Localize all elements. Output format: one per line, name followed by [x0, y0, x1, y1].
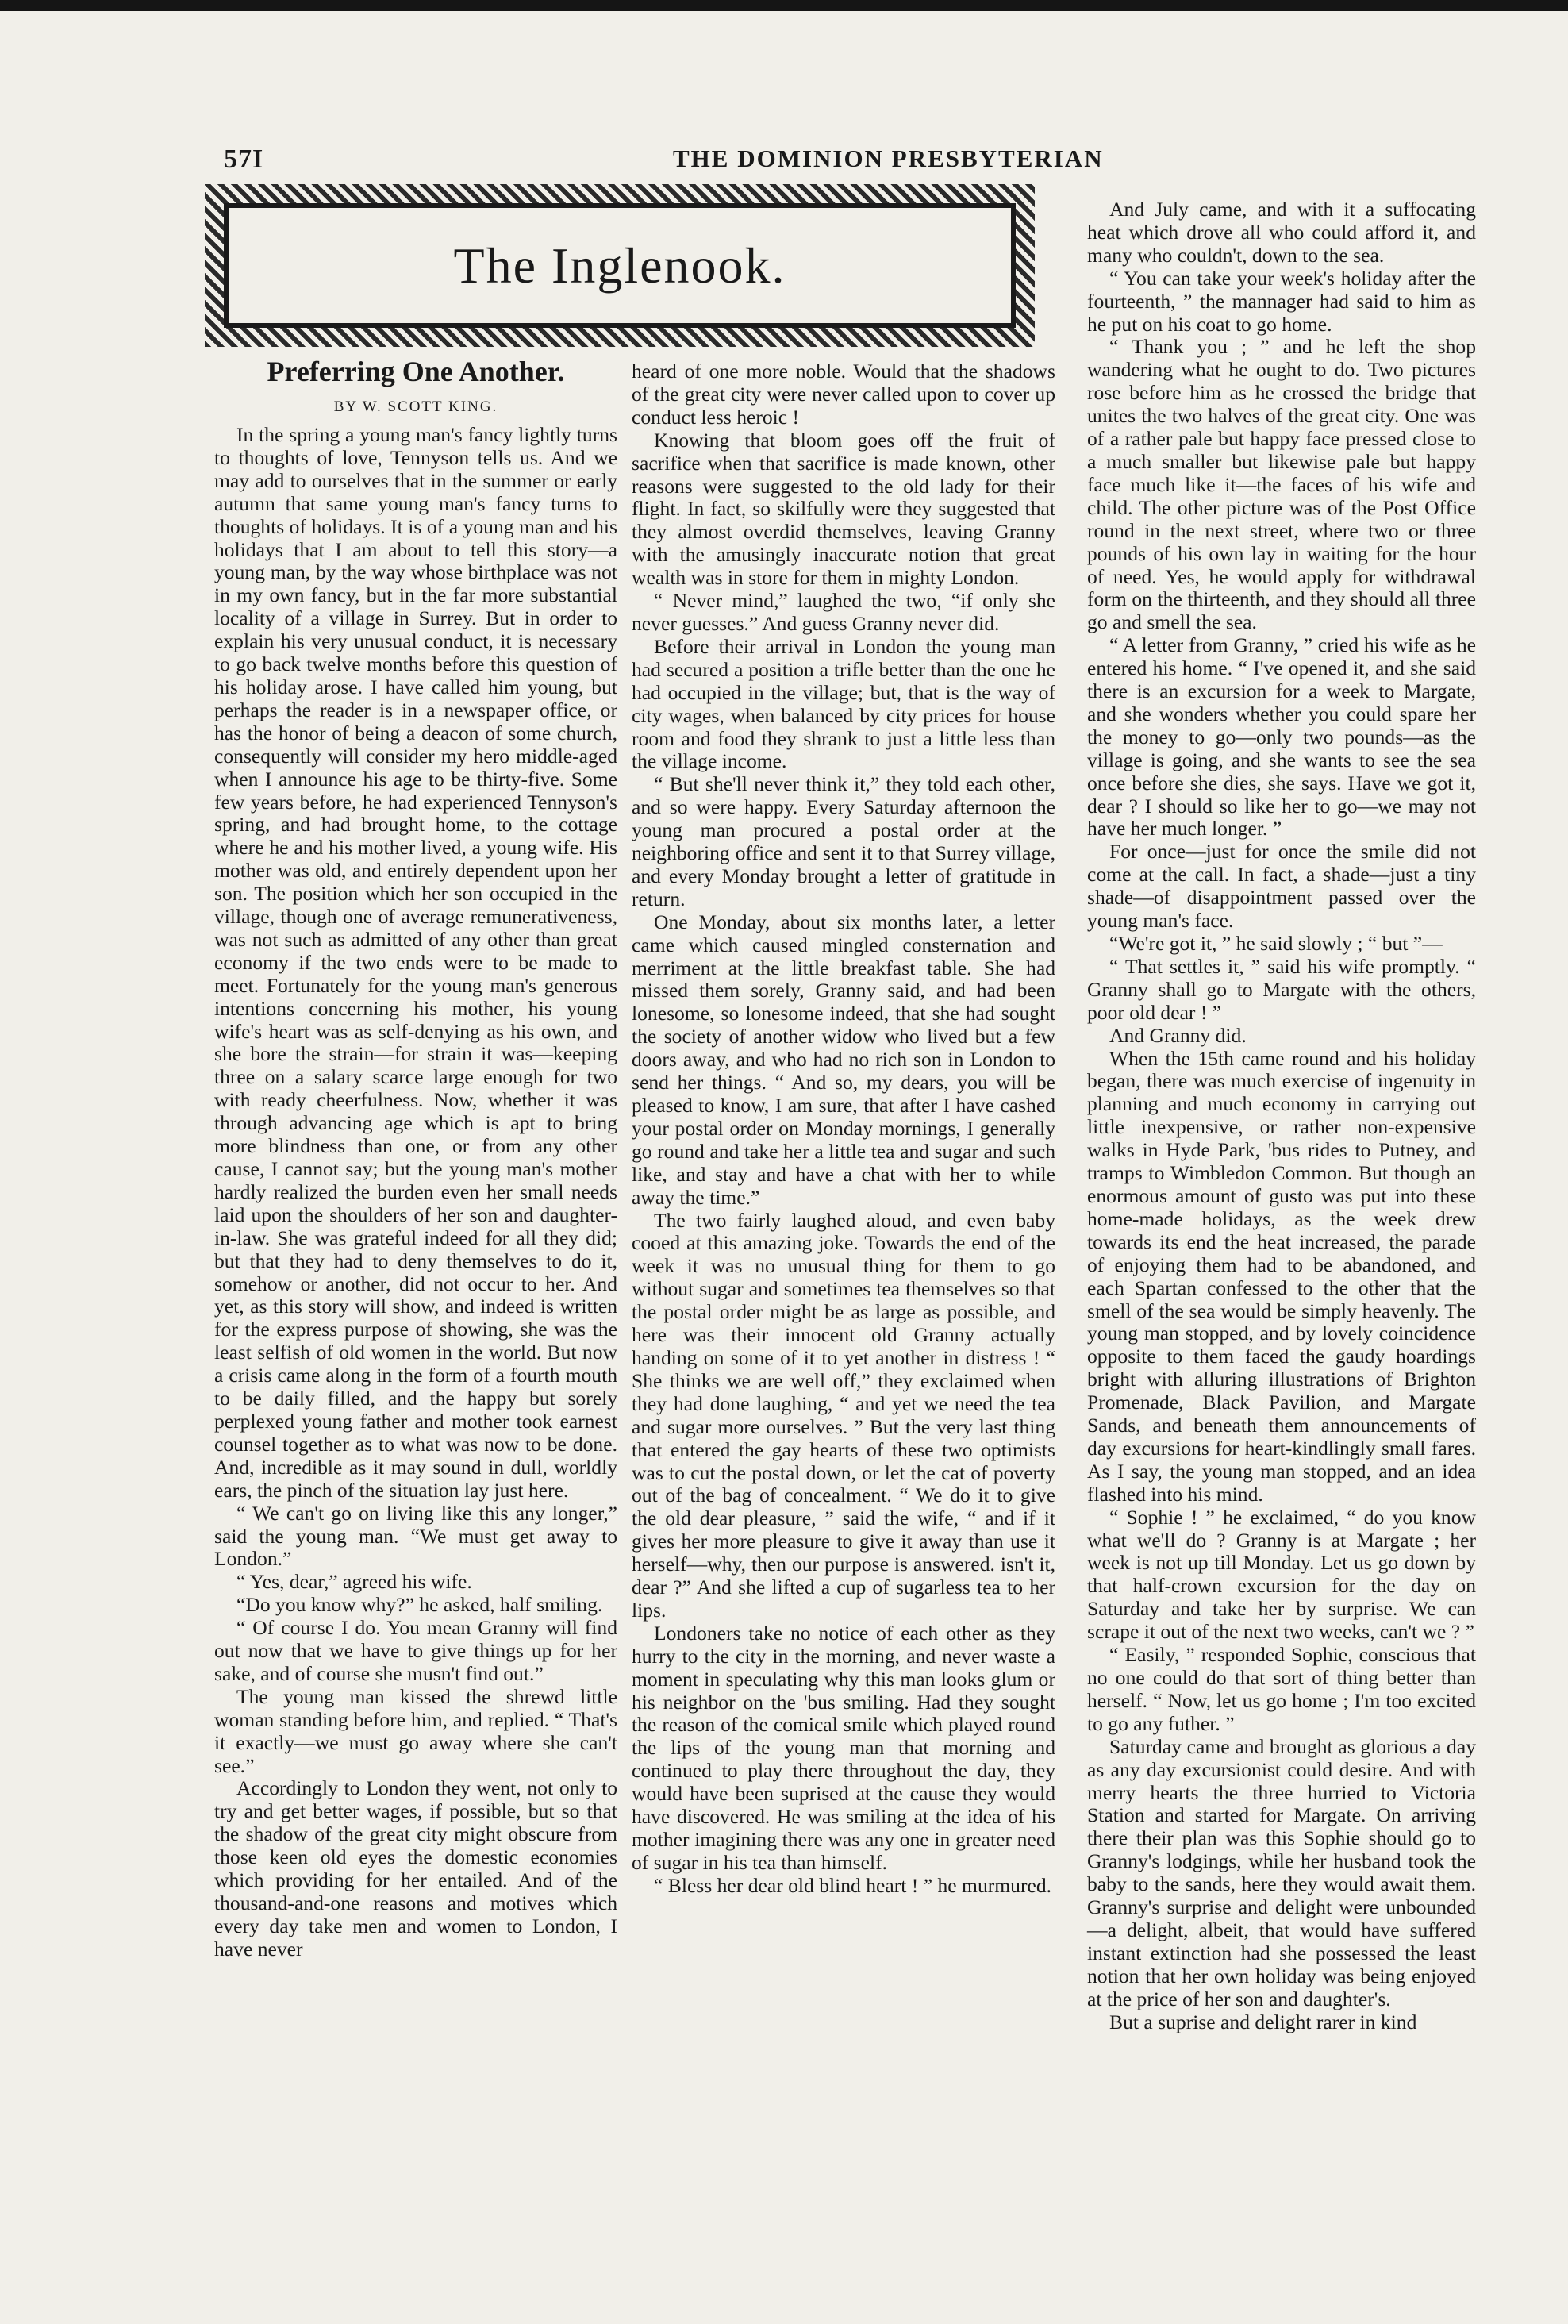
paragraph: And Granny did.: [1109, 1023, 1247, 1047]
paragraph: “ But she'll never think it,” they told each other, and so were happy. Every Saturday afternoon the young man procured a postal order at the neighboring office and sent it to that Surrey village, and every Monday brought a letter of gratitude in return.: [632, 772, 1055, 910]
paragraph: “ Bless her dear old blind heart ! ” he murmured.: [654, 1873, 1052, 1897]
paragraph: “ We can't go on living like this any longer,” said the young man. “We must get away to London.”: [214, 1501, 617, 1571]
paragraph: “We're got it, ” he said slowly ; “ but ”—: [1109, 932, 1443, 955]
column-3: [1087, 198, 1476, 2034]
paragraph: “ You can take your week's holiday after the fourteenth, ” the mannager had said to him as he put on his coat to go home.: [1087, 266, 1476, 336]
running-head: THE DOMINION PRESBYTERIAN: [673, 144, 1104, 172]
article-title: Preferring One Another.: [267, 356, 565, 387]
paragraph: Accordingly to London they went, not only to try and get better wages, if possible, but so that the shadow of the great city might obscure from those keen old eyes the domestic economies which providing for her entailed. And of the thousand-and-one reasons and motives which every day take men and women to London, I have never: [214, 1776, 617, 1960]
banner-frame: [224, 203, 1016, 328]
paragraph: But a suprise and delight rarer in kind: [1109, 2010, 1417, 2034]
paragraph: “ That settles it, ” said his wife promptly. “ Granny shall go to Margate with the others, poor old dear ! ”: [1087, 954, 1476, 1024]
paragraph: For once—just for once the smile did not come at the call. In fact, a shade—just a tiny shade—of disappointment passed over the young man's face.: [1087, 840, 1476, 933]
paragraph: The two fairly laughed aloud, and even baby cooed at this amazing joke. Towards the end of the week it was no unusual thing for them to go without sugar and sometimes tea themselves so that the postal order might be as large as possible, and here was their innocent old Granny actually handing on some of it to yet another in distress ! “ She thinks we are well off,” they exclaimed when they had done laughing, “ and yet we need the tea and sugar more ourselves. ” But the very last thing that entered the gay hearts of these two optimists was to cut the postal down, or let the cat of poverty out of the bag of concealment. “ We do it to give the old dear pleasure, ” said the wife, “ and if it gives her more pleasure to give it away than use it herself—why, then our purpose is answered. isn't it, dear ?” And she lifted a cup of sugarless tea to her lips.: [632, 1208, 1055, 1622]
paragraph: Saturday came and brought as glorious a day as any day excursionist could desire. And with merry hearts the three hurried to Victoria Station and started for Margate. On arriving there their plan was this Sophie should go to Granny's lodgings, while her husband took the baby to the sands, here they would await them. Granny's surprise and delight were unbounded—a delight, albeit, that would have suffered instant extinction had she possessed the least notion that her own holiday was being enjoyed at the price of her son and daughter's.: [1087, 1734, 1476, 2010]
paragraph: One Monday, about six months later, a letter came which caused mingled consternation and merriment at the little breakfast table. She had missed them sorely, Granny said, and had been lonesome, so lonesome indeed, that she had sought the society of another widow who lived but a few doors away, and who had no rich son in London to send her things. “ And so, my dears, you will be pleased to know, I am sure, that after I have cashed your postal order on Monday mornings, I generally go round and take her a little tea and sugar and such like, and stay and have a chat with her to while away the time.”: [632, 910, 1055, 1209]
column-2: [632, 360, 1055, 1898]
paragraph: “Do you know why?” he asked, half smiling.: [236, 1593, 603, 1617]
paragraph: The young man kissed the shrewd little woman standing before him, and replied. “ That's it exactly—we must go away where she can't see.”: [214, 1684, 617, 1777]
paragraph: Before their arrival in London the young man had secured a position a trifle better than the one he had occupied in the village; but, that is the way of city wages, when balanced by city prices for house room and food they shrank to just a little less than the village income.: [632, 634, 1055, 773]
paragraph: heard of one more noble. Would that the shadows of the great city were never called upon to cover up conduct less heroic !: [632, 360, 1055, 429]
paragraph: “ Sophie ! ” he exclaimed, “ do you know what we'll do ? Granny is at Margate ; her week is not up till Monday. Let us go down by that half-crown excursion for the day on Saturday and take her by surprise. We can scrape it out of the next two weeks, can't we ? ”: [1087, 1505, 1476, 1644]
section-banner: [205, 184, 1035, 347]
paragraph: Londoners take no notice of each other as they hurry to the city in the morning, and never waste a moment in speculating why this man looks glum or his neighbor on the 'bus smiling. Had they sought the reason of the comical smile which played round the lips of the young man that morning and continued to play there throughout the day, they would have been suprised at the cause they would have discovered. He was smiling at the idea of his mother imagining there was any one in greater need of sugar in his tea than himself.: [632, 1621, 1055, 1874]
paragraph: “ Never mind,” laughed the two, “if only she never guesses.” And guess Granny never did.: [632, 589, 1055, 635]
paragraph: And July came, and with it a suffocating heat which drove all who could afford it, and many who couldn't, down to the sea.: [1087, 198, 1476, 267]
paragraph: “ A letter from Granny, ” cried his wife as he entered his home. “ I've opened it, and she said there is an excursion for a week to Margate, and she wonders whether you could spare her the money to go—only two pounds—as the village is going, and she wants to see the sea once before she dies, she says. Have we got it, dear ? I should so like her to go—we may not have her much longer. ”: [1087, 633, 1476, 841]
paragraph: Knowing that bloom goes off the fruit of sacrifice when that sacrifice is made known, other reasons were suggested to the old lady for their flight. In fact, so skilfully were they suggested that they almost overdid themselves, leaving Granny with the amusingly inaccurate notion that great wealth was in store for them in mighty London.: [632, 428, 1055, 590]
paragraph: “ Of course I do. You mean Granny will find out now that we have to give things up for her sake, and of course she musn't find out.”: [214, 1616, 617, 1685]
paragraph: “ Easily, ” responded Sophie, conscious that no one could do that sort of thing better than herself. “ Now, let us go home ; I'm too excited to go any futher. ”: [1087, 1643, 1476, 1735]
section-title: The Inglenook.: [453, 237, 786, 294]
column-1: [214, 356, 617, 1961]
paragraph: In the spring a young man's fancy lightly turns to thoughts of love, Tennyson tells us. And we may add to ourselves that in the summer or early autumn that same young man's fancy turns to thoughts of holidays. It is of a young man and his holidays that I am about to tell this story—a young man, by the way whose birthplace was not in my own fancy, but in the far more substantial locality of a village in Surrey. But in order to explain his very unusual conduct, it is necessary to go back twelve months before this question of his holiday arose. I have called him young, but perhaps the reader is in a newspaper office, or has the honor of being a deacon of some church, consequently will consider my hero middle-aged when I announce his age to be thirty-five. Some few years before, he had experienced Tennyson's spring, and had brought home, to the cottage where he and his mother lived, a young wife. His mother was old, and entirely dependent upon her son. The position which her son occupied in the village, though one of average remunerativeness, was not such as admitted of any other than great economy if the two ends were to be made to meet. Fortunately for the young man's generous intentions concerning his mother, his young wife's heart was as self-denying as his own, and she bore the strain—for strain it was—keeping three on a salary scarce large enough for two with ready cheerfulness. Now, whether it was through advancing age which is apt to bring more blindness than one, or from any other cause, I cannot say; but the young man's mother hardly realized the burden even her small needs laid upon the shoulders of her son and daughter-in-law. She was grateful indeed for all they did; but that they had to deny themselves to do it, somehow or another, did not occur to her. And yet, as this story will show, and indeed is written for the express purpose of showing, she was the least selfish of old women in the world. But now a crisis came along in the form of a fourth mouth to be daily filled, and the happy but sorely perplexed young father and mother took earnest counsel together as to what was now to be done. And, incredible as it may sound in dull, worldly ears, the pinch of the situation lay just here.: [214, 423, 617, 1502]
page-number: 57I: [224, 144, 264, 174]
byline: BY W. SCOTT KING.: [333, 398, 498, 415]
paragraph: “ Yes, dear,” agreed his wife.: [236, 1570, 472, 1594]
scan-top-border: [0, 0, 1568, 11]
paragraph: “ Thank you ; ” and he left the shop wandering what he ought to do. Two pictures rose before him as he crossed the bridge that unites the two halves of the great city. One was of a rather pale but happy face pressed close to a much smaller but likewise pale but happy face much like it—the faces of his wife and child. The other picture was of the Post Office round in the next street, where two or three pounds of his own lay in waiting for the hour of need. Yes, he would apply for withdrawal form on the thirteenth, and they should all three go and smell the sea.: [1087, 335, 1476, 634]
paragraph: When the 15th came round and his holiday began, there was much exercise of ingenuity in planning and much economy in carrying out little inexpensive, or rather non-expensive walks in Hyde Park, 'bus rides to Putney, and tramps to Wimbledon Common. But though an enormous amount of gusto was put into these home-made holidays, as the week drew towards its end the heat increased, the parade of enjoying them had to be abandoned, and each Spartan confessed to the other that the smell of the sea would be simply heavenly. The young man stopped, and by lovely coincidence opposite to them faced the gaudy hoardings bright with alluring illustrations of Brighton Promenade, Black Pavilion, and Margate Sands, and beneath them announcements of day excursions for heart-kindlingly small fares. As I say, the young man stopped, and an idea flashed into his mind.: [1087, 1046, 1476, 1506]
